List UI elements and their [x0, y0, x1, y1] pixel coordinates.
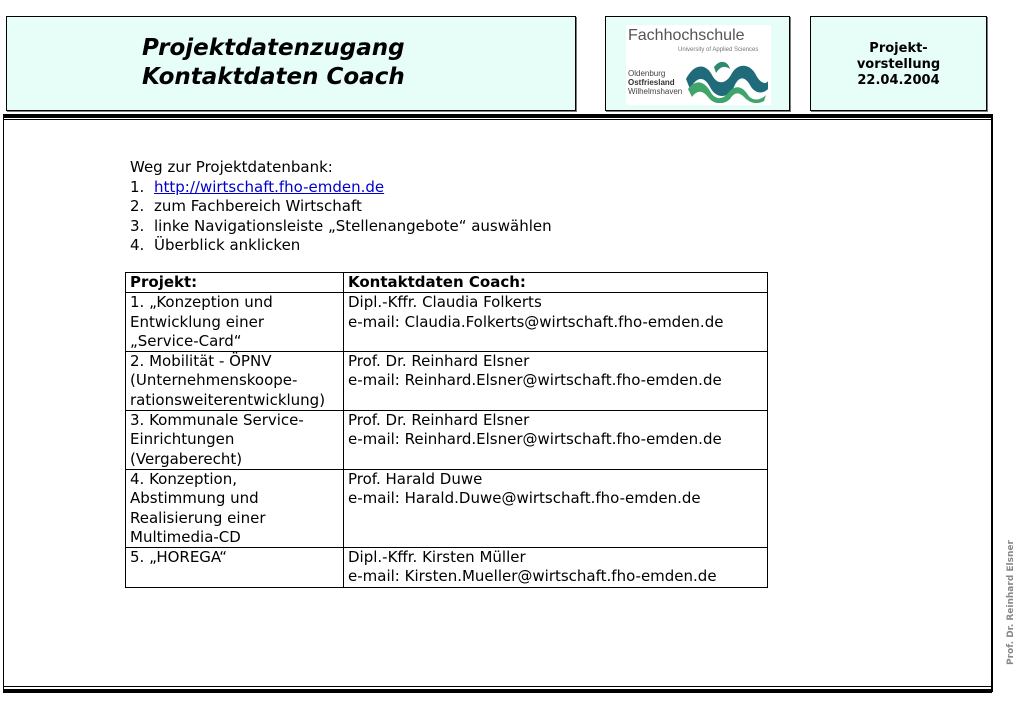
title-box — [6, 16, 576, 111]
header-project: Projekt: — [126, 273, 344, 293]
date-line-1: Projekt- — [869, 41, 928, 56]
bottom-rule-thin — [3, 686, 992, 687]
coach-email: e-mail: Kirsten.Mueller@wirtschaft.fho-emden.de — [348, 567, 717, 586]
table-row — [126, 548, 768, 588]
logo-cities — [628, 69, 682, 96]
coach-name: Dipl.-Kffr. Claudia Folkerts — [348, 293, 542, 312]
coach-email: e-mail: Reinhard.Elsner@wirtschaft.fho-emden.de — [348, 430, 722, 449]
coach-name: Prof. Harald Duwe — [348, 469, 483, 488]
project-cell: 4. Konzeption, Abstimmung und Realisierung einer Multimedia-CD — [126, 469, 344, 547]
table-row — [126, 352, 768, 411]
coach-cell — [344, 548, 768, 588]
project-cell: 2. Mobilität - ÖPNV (Unternehmenskoope- rationsweiterentwicklung) — [126, 352, 344, 411]
logo-subtitle: University of Applied Sciences — [678, 47, 759, 53]
project-coach-table — [125, 272, 768, 588]
database-link[interactable]: http://wirtschaft.fho-emden.de — [154, 177, 385, 196]
step-1: 1. http://wirtschaft.fho-emden.de — [130, 177, 385, 196]
project-cell: 3. Kommunale Service- Einrichtungen (Vergaberecht) — [126, 411, 344, 470]
logo-city-2: Ostfriesland — [628, 78, 675, 87]
top-rule — [3, 114, 992, 118]
coach-name: Prof. Dr. Reinhard Elsner — [348, 411, 530, 430]
coach-name: Prof. Dr. Reinhard Elsner — [348, 352, 530, 371]
project-cell: 1. „Konzeption und Entwicklung einer „Service-Card“ — [126, 293, 344, 352]
top-rule-thin — [3, 119, 992, 120]
step-4: 4. Überblick anklicken — [130, 236, 301, 254]
left-rule — [3, 114, 4, 692]
coach-cell — [344, 293, 768, 352]
title-line-1: Projektdatenzugang — [142, 35, 405, 61]
table-row — [126, 411, 768, 470]
table-row — [126, 293, 768, 352]
date-box — [810, 16, 987, 111]
coach-cell — [344, 469, 768, 547]
project-cell: 5. „HOREGA“ — [126, 548, 344, 588]
coach-cell — [344, 411, 768, 470]
step-3: 3. linke Navigationsleiste „Stellenangebote“ auswählen — [130, 216, 552, 235]
bottom-rule — [3, 689, 992, 693]
logo-city-3: Wilhelmshaven — [628, 87, 683, 96]
header-coach: Kontaktdaten Coach: — [344, 273, 768, 293]
coach-email: e-mail: Reinhard.Elsner@wirtschaft.fho-emden.de — [348, 371, 722, 390]
title-line-2: Kontaktdaten Coach — [142, 64, 405, 90]
author-side-label: Prof. Dr. Reinhard Elsner — [1006, 540, 1016, 665]
coach-cell — [344, 352, 768, 411]
date-line-2: vorstellung — [856, 57, 941, 72]
instructions-heading: Weg zur Projektdatenbank: — [130, 158, 333, 176]
date-line-3: 22.04.2004 — [857, 73, 940, 88]
coach-name: Dipl.-Kffr. Kirsten Müller — [348, 548, 526, 567]
right-rule — [991, 114, 993, 692]
logo-waves-icon — [684, 59, 770, 103]
table-header-row — [126, 273, 768, 293]
instructions — [130, 158, 552, 256]
step-2: 2. zum Fachbereich Wirtschaft — [130, 197, 362, 215]
logo-box — [605, 16, 790, 111]
coach-email: e-mail: Harald.Duwe@wirtschaft.fho-emden.de — [348, 489, 701, 508]
coach-email: e-mail: Claudia.Folkerts@wirtschaft.fho-emden.de — [348, 312, 724, 331]
table-row — [126, 469, 768, 547]
university-logo — [626, 25, 771, 105]
logo-city-1: Oldenburg — [628, 69, 666, 78]
presentation-date — [811, 41, 986, 89]
logo-name: Fachhochschule — [628, 27, 745, 44]
page-title — [142, 34, 405, 92]
